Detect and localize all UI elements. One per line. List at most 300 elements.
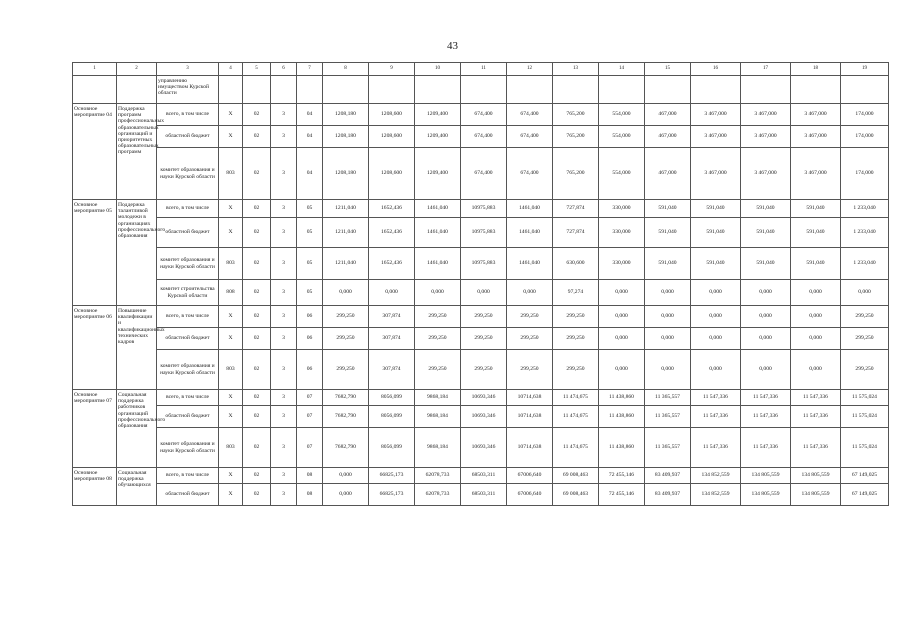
event-name-cell: Основное мероприятие 04 (73, 104, 117, 200)
value-cell: 1209,400 (415, 148, 461, 200)
value-cell: 3 (271, 390, 297, 406)
executor-cell: всего, в том числе (157, 306, 219, 328)
value-cell: 1 233,040 (841, 200, 889, 218)
value-cell: 3 (271, 200, 297, 218)
table-cell (741, 76, 791, 104)
value-cell: 307,874 (369, 350, 415, 390)
value-cell: 02 (243, 350, 271, 390)
executor-cell: областной бюджет (157, 328, 219, 350)
value-cell: 765,200 (553, 126, 599, 148)
page-number: 43 (447, 40, 458, 52)
value-cell: 134 852,559 (691, 468, 741, 484)
event-desc-cell: Повышение квалификации и квалификационных технических кадров (117, 306, 157, 390)
header-cell: 17 (741, 63, 791, 76)
value-cell: 3 (271, 218, 297, 248)
value-cell: 1461,040 (415, 218, 461, 248)
header-cell: 10 (415, 63, 461, 76)
value-cell: 674,400 (507, 148, 553, 200)
value-cell: 06 (297, 350, 323, 390)
value-cell: 11 438,860 (599, 428, 645, 468)
executor-cell: комитет строительства Курской области (157, 280, 219, 306)
value-cell: 299,250 (553, 306, 599, 328)
value-cell: 3 467,000 (791, 148, 841, 200)
value-cell: 11 547,336 (791, 428, 841, 468)
value-cell: 10714,638 (507, 390, 553, 406)
value-cell: 1461,040 (415, 248, 461, 280)
value-cell: 11 365,557 (645, 428, 691, 468)
value-cell: 591,040 (645, 218, 691, 248)
value-cell: 674,400 (507, 104, 553, 126)
value-cell: 3 467,000 (741, 104, 791, 126)
value-cell: 174,000 (841, 126, 889, 148)
table-row (73, 148, 889, 200)
value-cell: 68503,311 (461, 468, 507, 484)
value-cell: 10975,883 (461, 248, 507, 280)
value-cell: 554,000 (599, 126, 645, 148)
value-cell: 1209,400 (415, 104, 461, 126)
value-cell: 11 365,557 (645, 390, 691, 406)
value-cell: 83 409,937 (645, 468, 691, 484)
value-cell: 11 547,336 (741, 406, 791, 428)
value-cell: 11 474,675 (553, 406, 599, 428)
value-cell: 0,000 (369, 280, 415, 306)
value-cell: 02 (243, 200, 271, 218)
value-cell: 674,400 (507, 126, 553, 148)
value-cell: 3 467,000 (741, 148, 791, 200)
header-cell: 13 (553, 63, 599, 76)
value-cell: 67006,640 (507, 468, 553, 484)
table-cell (553, 76, 599, 104)
value-cell: X (219, 200, 243, 218)
value-cell: 0,000 (741, 306, 791, 328)
event-desc-cell: Поддержка программ профессиональных образовательных организаций и приоритетных образовательных программ (117, 104, 157, 200)
value-cell: 11 438,860 (599, 390, 645, 406)
value-cell: 299,250 (841, 306, 889, 328)
value-cell: 11 575,024 (841, 428, 889, 468)
value-cell: 174,000 (841, 104, 889, 126)
value-cell: 0,000 (645, 350, 691, 390)
value-cell: 1208,600 (369, 126, 415, 148)
header-cell: 6 (271, 63, 297, 76)
value-cell: 3 (271, 148, 297, 200)
value-cell: 83 409,937 (645, 484, 691, 506)
value-cell: 1208,600 (369, 104, 415, 126)
value-cell: 02 (243, 328, 271, 350)
value-cell: 1211,040 (323, 218, 369, 248)
value-cell: 0,000 (599, 328, 645, 350)
table-cell (323, 76, 369, 104)
value-cell: 0,000 (415, 280, 461, 306)
value-cell: 1461,040 (507, 218, 553, 248)
value-cell: 3 (271, 468, 297, 484)
value-cell: 3 (271, 126, 297, 148)
table-row (73, 328, 889, 350)
value-cell: 3 467,000 (741, 126, 791, 148)
value-cell: 69 008,463 (553, 484, 599, 506)
value-cell: 3 (271, 280, 297, 306)
value-cell: 307,874 (369, 306, 415, 328)
table-row (73, 200, 889, 218)
value-cell: 591,040 (691, 218, 741, 248)
executor-cell: всего, в том числе (157, 390, 219, 406)
value-cell: X (219, 104, 243, 126)
value-cell: 02 (243, 126, 271, 148)
table-row (73, 484, 889, 506)
table-row (73, 248, 889, 280)
value-cell: 1208,180 (323, 126, 369, 148)
value-cell: 0,000 (645, 280, 691, 306)
value-cell: 07 (297, 428, 323, 468)
value-cell: 05 (297, 218, 323, 248)
table-row (73, 104, 889, 126)
value-cell: 0,000 (741, 350, 791, 390)
value-cell: 299,250 (323, 306, 369, 328)
table-row (73, 428, 889, 468)
value-cell: 0,000 (741, 280, 791, 306)
value-cell: 8056,099 (369, 390, 415, 406)
value-cell: 1209,400 (415, 126, 461, 148)
value-cell: 02 (243, 468, 271, 484)
value-cell: 02 (243, 248, 271, 280)
value-cell: 0,000 (323, 484, 369, 506)
value-cell: X (219, 306, 243, 328)
value-cell: 0,000 (741, 328, 791, 350)
table-cell (645, 76, 691, 104)
value-cell: 02 (243, 484, 271, 506)
value-cell: 02 (243, 104, 271, 126)
value-cell: 0,000 (691, 280, 741, 306)
value-cell: 0,000 (323, 280, 369, 306)
value-cell: 1461,040 (507, 248, 553, 280)
table-row (73, 390, 889, 406)
table-cell (507, 76, 553, 104)
value-cell: 66825,173 (369, 468, 415, 484)
value-cell: 0,000 (791, 280, 841, 306)
value-cell: 674,400 (461, 126, 507, 148)
value-cell: 0,000 (645, 328, 691, 350)
value-cell: 0,000 (691, 328, 741, 350)
value-cell: 11 547,336 (691, 406, 741, 428)
event-desc-cell: Поддержка талантливой молодежи в организациях профессионального образования (117, 200, 157, 306)
table-row (73, 406, 889, 428)
header-cell: 19 (841, 63, 889, 76)
value-cell: 330,000 (599, 248, 645, 280)
value-cell: 808 (219, 280, 243, 306)
value-cell: 591,040 (645, 200, 691, 218)
value-cell: 11 474,675 (553, 390, 599, 406)
table-row (73, 280, 889, 306)
table-cell (117, 76, 157, 104)
value-cell: 299,250 (553, 350, 599, 390)
event-desc-cell: Социальная поддержка обучающихся (117, 468, 157, 506)
value-cell: 67006,640 (507, 484, 553, 506)
value-cell: 10714,638 (507, 428, 553, 468)
value-cell: 630,600 (553, 248, 599, 280)
executor-cell: областной бюджет (157, 484, 219, 506)
value-cell: 05 (297, 200, 323, 218)
executor-cell: областной бюджет (157, 126, 219, 148)
value-cell: X (219, 126, 243, 148)
value-cell: X (219, 218, 243, 248)
value-cell: 1461,040 (415, 200, 461, 218)
table-cell (271, 76, 297, 104)
executor-cell: комитет образования и науки Курской области (157, 350, 219, 390)
table-cell (461, 76, 507, 104)
value-cell: 591,040 (741, 200, 791, 218)
event-desc-cell: Социальная поддержка работников организаций профессионального образования (117, 390, 157, 468)
table-row (73, 306, 889, 328)
value-cell: 11 547,336 (791, 406, 841, 428)
value-cell: 72 455,146 (599, 484, 645, 506)
value-cell: 299,250 (841, 350, 889, 390)
value-cell: 467,000 (645, 148, 691, 200)
table-header-row (73, 63, 889, 76)
value-cell: X (219, 390, 243, 406)
value-cell: 299,250 (461, 350, 507, 390)
value-cell: 591,040 (791, 218, 841, 248)
value-cell: 02 (243, 218, 271, 248)
value-cell: 10975,883 (461, 218, 507, 248)
executor-cell: комитет образования и науки Курской области (157, 148, 219, 200)
value-cell: 467,000 (645, 126, 691, 148)
table-row (73, 126, 889, 148)
event-name-cell: Основное мероприятие 06 (73, 306, 117, 390)
executor-cell: всего, в том числе (157, 104, 219, 126)
value-cell: 1652,436 (369, 200, 415, 218)
value-cell: X (219, 484, 243, 506)
value-cell: 0,000 (599, 280, 645, 306)
value-cell: 1461,040 (507, 200, 553, 218)
value-cell: 307,874 (369, 328, 415, 350)
value-cell: 67 149,025 (841, 484, 889, 506)
table-cell (219, 76, 243, 104)
value-cell: 62078,733 (415, 468, 461, 484)
value-cell: 9868,184 (415, 406, 461, 428)
value-cell: X (219, 406, 243, 428)
value-cell: 0,000 (507, 280, 553, 306)
value-cell: 0,000 (599, 350, 645, 390)
value-cell: 727,874 (553, 200, 599, 218)
header-cell: 8 (323, 63, 369, 76)
value-cell: 0,000 (599, 306, 645, 328)
event-name-cell: Основное мероприятие 07 (73, 390, 117, 468)
value-cell: 299,250 (323, 328, 369, 350)
value-cell: 3 (271, 350, 297, 390)
value-cell: 299,250 (841, 328, 889, 350)
value-cell: 134 805,559 (741, 484, 791, 506)
value-cell: 330,000 (599, 200, 645, 218)
value-cell: 299,250 (323, 350, 369, 390)
value-cell: 134 805,559 (791, 484, 841, 506)
value-cell: 02 (243, 406, 271, 428)
value-cell: 10693,346 (461, 406, 507, 428)
event-name-cell: Основное мероприятие 05 (73, 200, 117, 306)
value-cell: 299,250 (461, 328, 507, 350)
value-cell: 591,040 (691, 200, 741, 218)
value-cell: 69 008,463 (553, 468, 599, 484)
value-cell: 0,000 (645, 306, 691, 328)
value-cell: 10693,346 (461, 428, 507, 468)
table-row (73, 76, 889, 104)
value-cell: 04 (297, 104, 323, 126)
value-cell: 9868,184 (415, 428, 461, 468)
value-cell: 04 (297, 126, 323, 148)
header-cell: 3 (157, 63, 219, 76)
value-cell: 3 467,000 (691, 148, 741, 200)
executor-cell: областной бюджет (157, 406, 219, 428)
value-cell: 11 365,557 (645, 406, 691, 428)
table-cell (415, 76, 461, 104)
value-cell: 02 (243, 148, 271, 200)
value-cell: 554,000 (599, 148, 645, 200)
value-cell: 68503,311 (461, 484, 507, 506)
value-cell: 02 (243, 306, 271, 328)
value-cell: 11 547,336 (791, 390, 841, 406)
value-cell: 554,000 (599, 104, 645, 126)
executor-cell: областной бюджет (157, 218, 219, 248)
table-cell (369, 76, 415, 104)
value-cell: 11 575,024 (841, 390, 889, 406)
value-cell: 591,040 (791, 248, 841, 280)
value-cell: 3 467,000 (691, 126, 741, 148)
table-cell (791, 76, 841, 104)
value-cell: 3 (271, 428, 297, 468)
value-cell: 97,274 (553, 280, 599, 306)
value-cell: 591,040 (691, 248, 741, 280)
header-cell: 7 (297, 63, 323, 76)
table-cell (73, 76, 117, 104)
header-cell: 11 (461, 63, 507, 76)
value-cell: 765,200 (553, 104, 599, 126)
value-cell: 02 (243, 280, 271, 306)
table-cell (841, 76, 889, 104)
header-cell: 1 (73, 63, 117, 76)
value-cell: 1211,040 (323, 200, 369, 218)
value-cell: 1208,180 (323, 104, 369, 126)
value-cell: 134 852,559 (691, 484, 741, 506)
header-cell: 16 (691, 63, 741, 76)
value-cell: 62078,733 (415, 484, 461, 506)
executor-cell: всего, в том числе (157, 468, 219, 484)
value-cell: 299,250 (507, 306, 553, 328)
value-cell: 803 (219, 148, 243, 200)
value-cell: 0,000 (791, 306, 841, 328)
value-cell: 174,000 (841, 148, 889, 200)
value-cell: 591,040 (791, 200, 841, 218)
budget-table (72, 62, 889, 506)
value-cell: 299,250 (415, 350, 461, 390)
value-cell: 1652,436 (369, 218, 415, 248)
value-cell: 3 (271, 406, 297, 428)
header-cell: 12 (507, 63, 553, 76)
value-cell: 0,000 (691, 306, 741, 328)
executor-cell: управлению имуществом Курской области (157, 76, 219, 104)
value-cell: 299,250 (553, 328, 599, 350)
value-cell: 72 455,146 (599, 468, 645, 484)
executor-cell: всего, в том числе (157, 200, 219, 218)
value-cell: 04 (297, 148, 323, 200)
value-cell: 330,000 (599, 218, 645, 248)
value-cell: 3 (271, 104, 297, 126)
value-cell: 67 149,025 (841, 468, 889, 484)
value-cell: 591,040 (741, 218, 791, 248)
value-cell: 591,040 (741, 248, 791, 280)
value-cell: 727,874 (553, 218, 599, 248)
value-cell: 10714,638 (507, 406, 553, 428)
executor-cell: комитет образования и науки Курской области (157, 248, 219, 280)
value-cell: 02 (243, 428, 271, 468)
value-cell: 02 (243, 390, 271, 406)
value-cell: 08 (297, 468, 323, 484)
value-cell: 299,250 (415, 306, 461, 328)
value-cell: 674,400 (461, 148, 507, 200)
value-cell: 803 (219, 428, 243, 468)
value-cell: 765,200 (553, 148, 599, 200)
header-cell: 14 (599, 63, 645, 76)
header-cell: 18 (791, 63, 841, 76)
value-cell: 3 (271, 248, 297, 280)
value-cell: 07 (297, 406, 323, 428)
value-cell: 05 (297, 280, 323, 306)
value-cell: 803 (219, 248, 243, 280)
header-cell: 2 (117, 63, 157, 76)
header-cell: 4 (219, 63, 243, 76)
value-cell: X (219, 328, 243, 350)
value-cell: 0,000 (841, 280, 889, 306)
table-cell (691, 76, 741, 104)
value-cell: 05 (297, 248, 323, 280)
value-cell: 803 (219, 350, 243, 390)
value-cell: 7682,790 (323, 428, 369, 468)
header-cell: 5 (243, 63, 271, 76)
value-cell: 08 (297, 484, 323, 506)
value-cell: 07 (297, 390, 323, 406)
value-cell: 299,250 (507, 350, 553, 390)
value-cell: 0,000 (691, 350, 741, 390)
value-cell: 9868,184 (415, 390, 461, 406)
value-cell: 134 805,559 (791, 468, 841, 484)
value-cell: 0,000 (791, 328, 841, 350)
value-cell: 1 233,040 (841, 218, 889, 248)
value-cell: 06 (297, 306, 323, 328)
value-cell: 0,000 (461, 280, 507, 306)
value-cell: 3 467,000 (791, 126, 841, 148)
value-cell: 1652,436 (369, 248, 415, 280)
table-row (73, 350, 889, 390)
value-cell: 0,000 (323, 468, 369, 484)
header-cell: 9 (369, 63, 415, 76)
value-cell: 3 (271, 328, 297, 350)
value-cell: 674,400 (461, 104, 507, 126)
value-cell: 7682,790 (323, 390, 369, 406)
table-row (73, 468, 889, 484)
executor-cell: комитет образования и науки Курской области (157, 428, 219, 468)
value-cell: 299,250 (461, 306, 507, 328)
value-cell: 8056,099 (369, 428, 415, 468)
value-cell: 299,250 (507, 328, 553, 350)
value-cell: 11 547,336 (691, 390, 741, 406)
value-cell: 11 474,675 (553, 428, 599, 468)
value-cell: 3 (271, 484, 297, 506)
table-cell (599, 76, 645, 104)
value-cell: 66825,173 (369, 484, 415, 506)
value-cell: 11 547,336 (691, 428, 741, 468)
value-cell: 06 (297, 328, 323, 350)
value-cell: 3 467,000 (691, 104, 741, 126)
value-cell: 8056,099 (369, 406, 415, 428)
value-cell: 1208,180 (323, 148, 369, 200)
value-cell: 1 233,040 (841, 248, 889, 280)
